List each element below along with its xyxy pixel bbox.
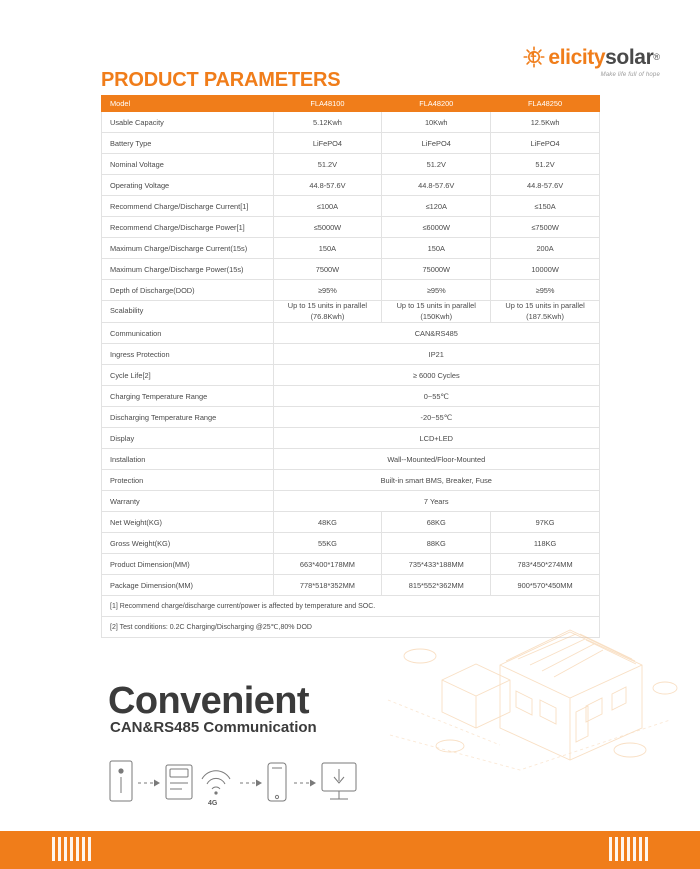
header-cell-variant: FLA48250	[491, 96, 600, 112]
row-value-merged: 0~55℃	[273, 386, 599, 407]
sun-f-monogram-icon	[521, 44, 547, 70]
footer-stripe	[76, 837, 79, 861]
row-value: Up to 15 units in parallel (187.5Kwh)	[491, 301, 600, 323]
row-value: 5.12Kwh	[273, 112, 382, 133]
table-row	[102, 323, 600, 344]
footer-stripe	[627, 837, 630, 861]
row-label: Recommend Charge/Discharge Current[1]	[102, 196, 274, 217]
row-value: ≥95%	[491, 280, 600, 301]
row-value: LiFePO4	[273, 133, 382, 154]
row-label: Net Weight(KG)	[102, 512, 274, 533]
footer-stripe	[88, 837, 91, 861]
row-value: 75000W	[382, 259, 491, 280]
footer-spacer	[0, 809, 700, 831]
svg-text:4G: 4G	[208, 800, 218, 807]
row-value: 55KG	[273, 533, 382, 554]
communication-diagram	[108, 755, 368, 810]
row-value: 12.5Kwh	[491, 112, 600, 133]
brand-tagline: Make life full of hope	[600, 72, 660, 78]
table-row	[102, 344, 600, 365]
row-value: LiFePO4	[382, 133, 491, 154]
brand-name-secondary: solar	[605, 45, 654, 69]
row-label: Protection	[102, 470, 274, 491]
row-value: 663*400*178MM	[273, 554, 382, 575]
row-label: Discharging Temperature Range	[102, 407, 274, 428]
table-row	[102, 386, 600, 407]
table-row	[102, 533, 600, 554]
footnote-text: [2] Test conditions: 0.2C Charging/Discharging @25℃,80% DOD	[102, 617, 600, 638]
header-cell-variant: FLA48200	[382, 96, 491, 112]
row-value-merged: 7 Years	[273, 491, 599, 512]
wifi-icon	[202, 771, 230, 795]
row-label: Product Dimension(MM)	[102, 554, 274, 575]
row-value: 10Kwh	[382, 112, 491, 133]
spec-table-wrapper	[101, 95, 600, 638]
table-row	[102, 470, 600, 491]
footer-stripes-left	[52, 837, 91, 861]
row-value: 7500W	[273, 259, 382, 280]
footer-stripe	[645, 837, 648, 861]
row-value: 44.8-57.6V	[491, 175, 600, 196]
row-value: 51.2V	[273, 154, 382, 175]
row-label: Gross Weight(KG)	[102, 533, 274, 554]
footnote-text: [1] Recommend charge/discharge current/power is affected by temperature and SOC.	[102, 596, 600, 617]
row-value: 200A	[491, 238, 600, 259]
table-row	[102, 175, 600, 196]
row-label: Display	[102, 428, 274, 449]
row-value: Up to 15 units in parallel (150Kwh)	[382, 301, 491, 323]
row-label: Communication	[102, 323, 274, 344]
row-label: Maximum Charge/Discharge Power(15s)	[102, 259, 274, 280]
table-row	[102, 301, 600, 323]
row-label: Operating Voltage	[102, 175, 274, 196]
spec-table	[101, 95, 600, 638]
row-value-merged: LCD+LED	[273, 428, 599, 449]
row-value: 783*450*274MM	[491, 554, 600, 575]
feature-heading: Convenient	[108, 680, 309, 722]
row-value: ≤6000W	[382, 217, 491, 238]
header-cell-variant: FLA48100	[273, 96, 382, 112]
row-value: 48KG	[273, 512, 382, 533]
footer-stripe	[82, 837, 85, 861]
row-value: 51.2V	[491, 154, 600, 175]
table-row	[102, 449, 600, 470]
row-label: Maximum Charge/Discharge Current(15s)	[102, 238, 274, 259]
row-value: 51.2V	[382, 154, 491, 175]
row-label: Warranty	[102, 491, 274, 512]
row-value: Up to 15 units in parallel (76.8Kwh)	[273, 301, 382, 323]
row-value: 778*518*352MM	[273, 575, 382, 596]
row-label: Battery Type	[102, 133, 274, 154]
registered-mark: ®	[653, 51, 660, 62]
brand-logo	[521, 44, 660, 78]
row-value: 97KG	[491, 512, 600, 533]
row-label: Charging Temperature Range	[102, 386, 274, 407]
table-row	[102, 196, 600, 217]
row-label: Package Dimension(MM)	[102, 575, 274, 596]
row-value: 88KG	[382, 533, 491, 554]
row-value: ≤100A	[273, 196, 382, 217]
row-label: Installation	[102, 449, 274, 470]
row-value: LiFePO4	[491, 133, 600, 154]
row-value-merged: -20~55℃	[273, 407, 599, 428]
footer-stripe	[52, 837, 55, 861]
row-value-merged: Built-in smart BMS, Breaker, Fuse	[273, 470, 599, 491]
row-value: 68KG	[382, 512, 491, 533]
table-row	[102, 217, 600, 238]
table-row	[102, 491, 600, 512]
row-value: 118KG	[491, 533, 600, 554]
row-value: ≤5000W	[273, 217, 382, 238]
table-row	[102, 238, 600, 259]
footer-bar	[0, 831, 700, 869]
table-row	[102, 112, 600, 133]
monitor-download-icon	[322, 763, 356, 799]
row-value: ≤150A	[491, 196, 600, 217]
table-row	[102, 365, 600, 386]
row-value-merged: Wall--Mounted/Floor-Mounted	[273, 449, 599, 470]
footer-stripe	[633, 837, 636, 861]
table-row	[102, 280, 600, 301]
row-value: ≤7500W	[491, 217, 600, 238]
row-label: Depth of Discharge(DOD)	[102, 280, 274, 301]
row-label: Nominal Voltage	[102, 154, 274, 175]
footer-stripe	[609, 837, 612, 861]
footer-stripes-right	[609, 837, 648, 861]
row-value: ≥95%	[382, 280, 491, 301]
footer-stripe	[639, 837, 642, 861]
row-label: Recommend Charge/Discharge Power[1]	[102, 217, 274, 238]
row-label: Cycle Life[2]	[102, 365, 274, 386]
footer-stripe	[64, 837, 67, 861]
table-row	[102, 407, 600, 428]
row-value: 150A	[273, 238, 382, 259]
row-label: Ingress Protection	[102, 344, 274, 365]
feature-subheading: CAN&RS485 Communication	[110, 719, 317, 736]
row-value: 44.8-57.6V	[382, 175, 491, 196]
table-row	[102, 512, 600, 533]
row-value: 900*570*450MM	[491, 575, 600, 596]
row-value-merged: ≥ 6000 Cycles	[273, 365, 599, 386]
row-value: 44.8-57.6V	[273, 175, 382, 196]
brand-name-primary: elicity	[548, 45, 606, 69]
row-label: Usable Capacity	[102, 112, 274, 133]
row-value-merged: CAN&RS485	[273, 323, 599, 344]
table-row	[102, 154, 600, 175]
footer-stripe	[70, 837, 73, 861]
row-value: ≤120A	[382, 196, 491, 217]
row-value: 10000W	[491, 259, 600, 280]
row-value-merged: IP21	[273, 344, 599, 365]
table-row	[102, 259, 600, 280]
header-cell-model: Model	[102, 96, 274, 112]
row-value: 150A	[382, 238, 491, 259]
footer-stripe	[621, 837, 624, 861]
row-value: ≥95%	[273, 280, 382, 301]
row-label: Scalability	[102, 301, 274, 323]
table-row	[102, 428, 600, 449]
page-title: PRODUCT PARAMETERS	[101, 69, 341, 91]
table-header-row	[102, 96, 600, 112]
footer-stripe	[58, 837, 61, 861]
footer-stripe	[615, 837, 618, 861]
house-with-solar-panels-line-art	[380, 560, 680, 790]
row-value: 815*552*362MM	[382, 575, 491, 596]
table-row	[102, 133, 600, 154]
row-value: 735*433*188MM	[382, 554, 491, 575]
